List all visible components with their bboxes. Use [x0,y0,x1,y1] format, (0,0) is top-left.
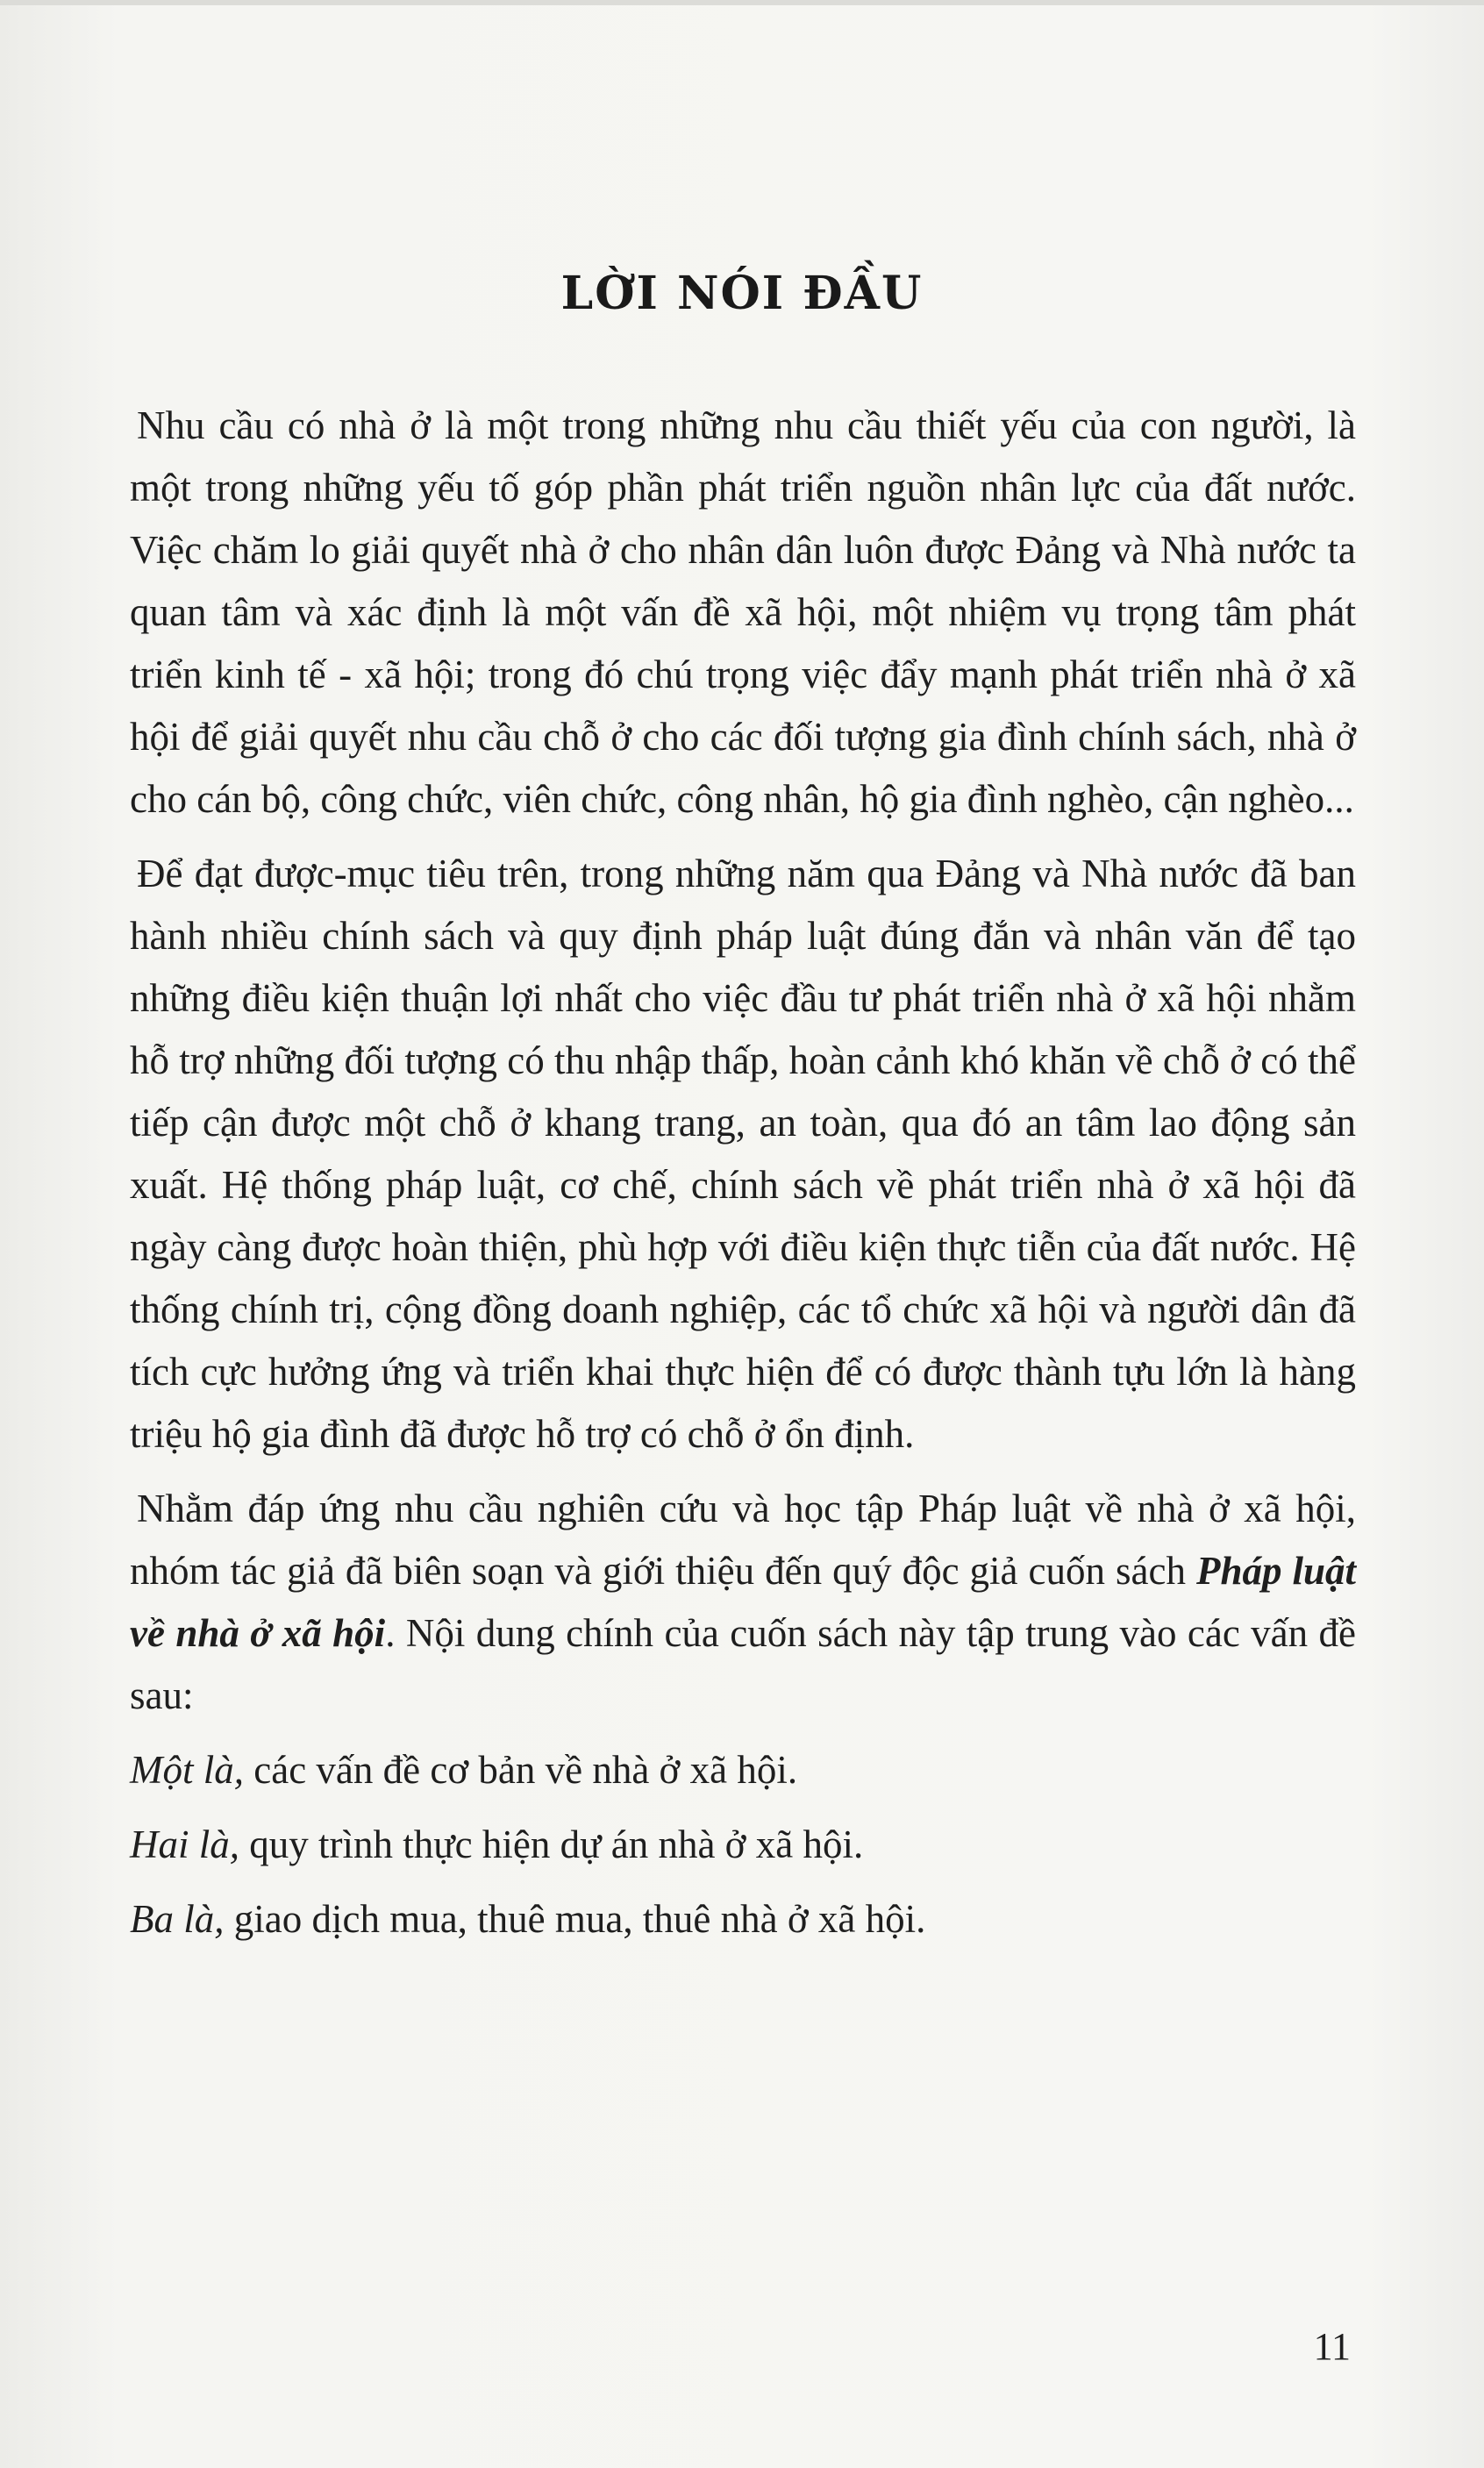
list-item-1-text: các vấn đề cơ bản về nhà ở xã hội. [244,1748,798,1792]
list-item-1-lead: Một là, [130,1748,244,1792]
paragraph-1: Nhu cầu có nhà ở là một trong những nhu cầu thiết yếu của con người, là một trong những yếu tố góp phần phát triển nguồn nhân lực của đất nước. Việc chăm lo giải quyết nhà ở cho nhân dân luôn được Đảng và Nhà nước ta quan tâm và xác định là một vấn đề xã hội, một nhiệm vụ trọng tâm phát triển kinh tế - xã hội; trong đó chú trọng việc đẩy mạnh phát triển nhà ở xã hội để giải quyết nhu cầu chỗ ở cho các đối tượng gia đình chính sách, nhà ở cho cán bộ, công chức, viên chức, công nhân, hộ gia đình nghèo, cận nghèo... [130,403,1356,821]
list-item-1 [130,1739,1356,1801]
list-item-3 [130,1888,1356,1951]
body-text [130,395,1356,1963]
list-item-2 [130,1814,1356,1876]
list-item-2-text: quy trình thực hiện dự án nhà ở xã hội. [239,1822,864,1866]
list-item-3-lead: Ba là, [130,1897,225,1941]
page-number: 11 [1313,2325,1351,2368]
paragraph-3-text-end: . Nội dung chính của cuốn sách này tập trung vào các vấn đề sau: [130,1611,1356,1717]
paragraph-3-text-start: Nhằm đáp ứng nhu cầu nghiên cứu và học tập Pháp luật về nhà ở xã hội, nhóm tác giả đã biên soạn và giới thiệu đến quý độc giả cuốn sách [130,1487,1356,1593]
book-title: Pháp luật về nhà ở xã hội [130,1549,1356,1655]
list-item-3-text: giao dịch mua, thuê mua, thuê nhà ở xã hội. [224,1897,926,1941]
list-item-2-lead: Hai là, [130,1822,240,1866]
paragraph-2: Để đạt được-mục tiêu trên, trong những năm qua Đảng và Nhà nước đã ban hành nhiều chính sách và quy định pháp luật đúng đắn và nhân văn để tạo những điều kiện thuận lợi nhất cho việc đầu tư phát triển nhà ở xã hội nhằm hỗ trợ những đối tượng có thu nhập thấp, hoàn cảnh khó khăn về chỗ ở có thể tiếp cận được một chỗ ở khang trang, an toàn, qua đó an tâm lao động sản xuất. Hệ thống pháp luật, cơ chế, chính sách về phát triển nhà ở xã hội đã ngày càng được hoàn thiện, phù hợp với điều kiện thực tiễn của đất nước. Hệ thống chính trị, cộng đồng doanh nghiệp, các tổ chức xã hội và người dân đã tích cực hưởng ứng và triển khai thực hiện để có được thành tựu lớn là hàng triệu hộ gia đình đã được hỗ trợ có chỗ ở ổn định. [130,852,1356,1456]
paragraph-3 [130,1478,1356,1727]
top-edge [0,0,1484,5]
page-title: LỜI NÓI ĐẦU [560,267,924,320]
